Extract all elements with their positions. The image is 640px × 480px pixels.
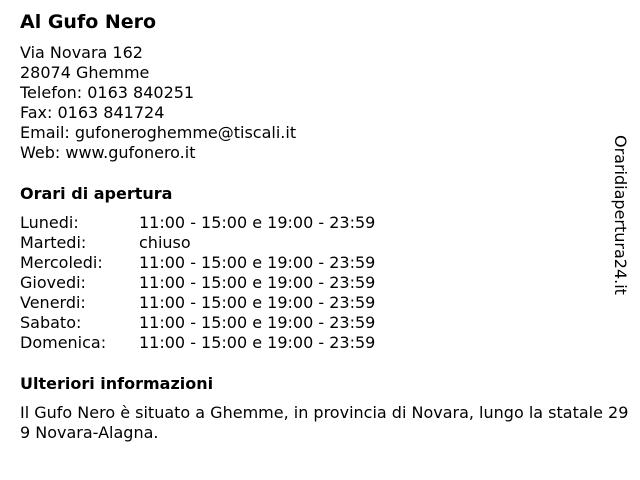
day-hours: 11:00 - 15:00 e 19:00 - 23:59: [139, 273, 376, 292]
contact-block: [20, 43, 296, 163]
day-hours: 11:00 - 15:00 e 19:00 - 23:59: [139, 333, 376, 352]
day-hours: 11:00 - 15:00 e 19:00 - 23:59: [139, 213, 376, 232]
business-name: Al Gufo Nero: [20, 11, 157, 33]
more-info-heading: Ulteriori informazioni: [20, 374, 214, 393]
day-label: Sabato:: [20, 313, 82, 332]
day-label: Martedi:: [20, 233, 87, 252]
day-hours: 11:00 - 15:00 e 19:00 - 23:59: [139, 293, 376, 312]
site-watermark: Oraridiapertura24.it: [611, 135, 630, 295]
day-hours: 11:00 - 15:00 e 19:00 - 23:59: [139, 313, 376, 332]
address-street: Via Novara 162: [20, 43, 143, 62]
more-info-description: Il Gufo Nero è situato a Ghemme, in provincia di Novara, lungo la statale 299 Novara-Alagna.: [20, 403, 629, 442]
day-label: Mercoledi:: [20, 253, 103, 272]
day-hours: 11:00 - 15:00 e 19:00 - 23:59: [139, 253, 376, 272]
opening-hours-table: [20, 213, 375, 353]
hours-row-monday: [20, 213, 375, 233]
address-city: 28074 Ghemme: [20, 63, 150, 82]
hours-row-tuesday: [20, 233, 375, 253]
phone-number: Telefon: 0163 840251: [20, 83, 195, 102]
hours-row-thursday: [20, 273, 375, 293]
fax-number: Fax: 0163 841724: [20, 103, 165, 122]
day-hours: chiuso: [139, 233, 191, 252]
hours-row-wednesday: [20, 253, 375, 273]
day-label: Domenica:: [20, 333, 107, 352]
website-address: Web: www.gufonero.it: [20, 143, 196, 162]
day-label: Giovedi:: [20, 273, 86, 292]
hours-row-friday: [20, 293, 375, 313]
email-address: Email: gufoneroghemme@tiscali.it: [20, 123, 297, 142]
day-label: Venerdi:: [20, 293, 86, 312]
day-label: Lunedi:: [20, 213, 79, 232]
hours-row-saturday: [20, 313, 375, 333]
hours-row-sunday: [20, 333, 375, 353]
opening-hours-heading: Orari di apertura: [20, 184, 173, 203]
